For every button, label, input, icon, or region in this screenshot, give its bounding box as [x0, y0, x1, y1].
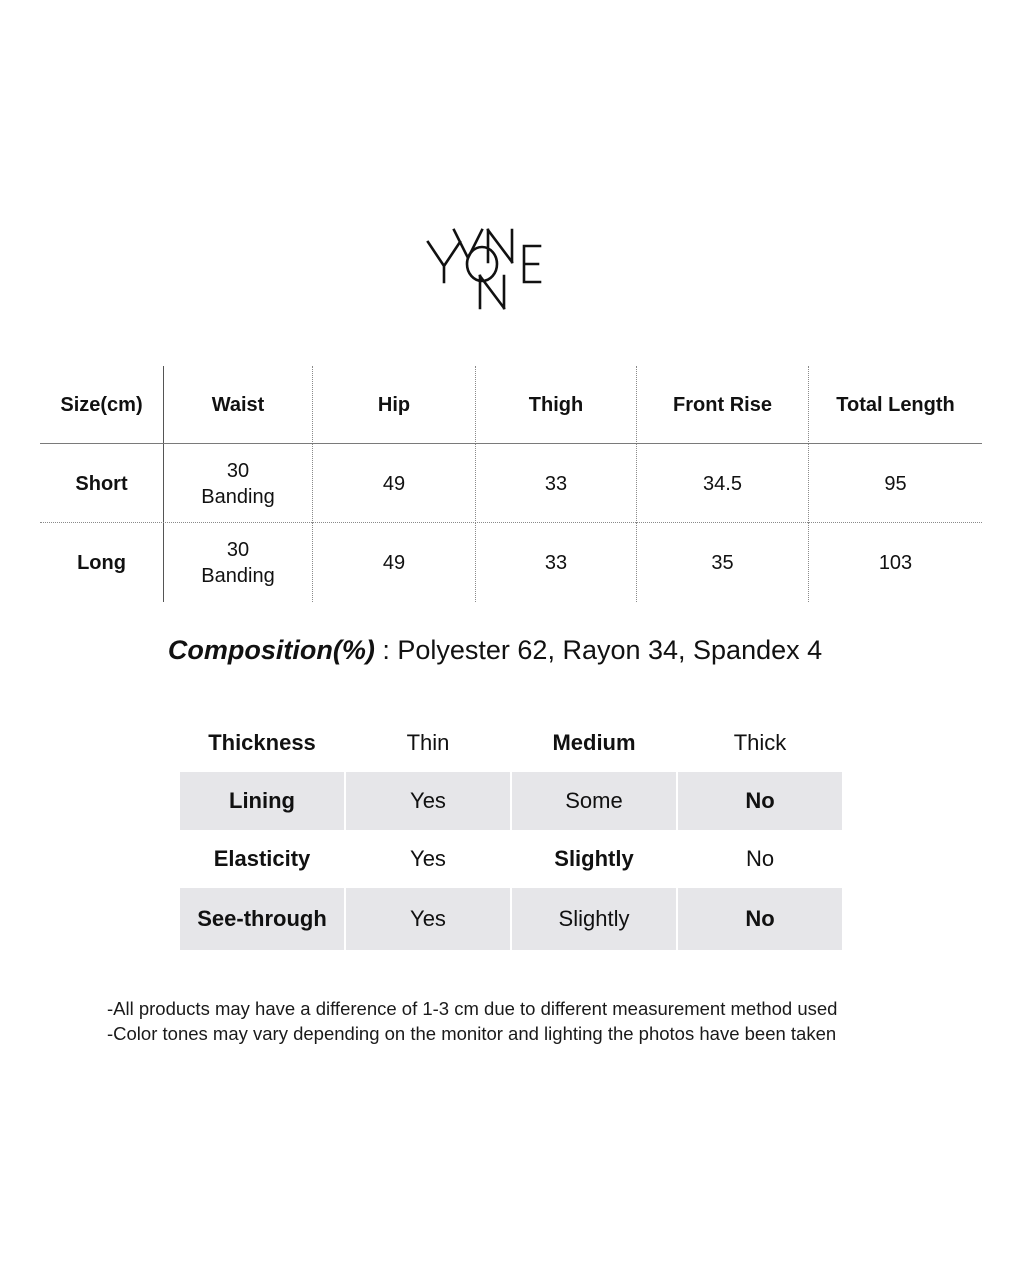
- disclaimer-notes: [107, 996, 837, 1046]
- header-waist: Waist: [163, 366, 312, 444]
- property-option: Medium: [552, 730, 636, 755]
- brand-logo: [424, 224, 564, 316]
- table-row: [40, 444, 982, 523]
- thigh-value: 33: [475, 523, 636, 602]
- composition-value: Polyester 62, Rayon 34, Spandex 4: [397, 635, 823, 665]
- size-label: Short: [75, 472, 128, 495]
- size-label: Long: [77, 551, 126, 574]
- fabric-properties-table: [180, 714, 842, 950]
- table-row: [40, 523, 982, 602]
- waist-note: Banding: [201, 485, 275, 508]
- header-size: Size(cm): [60, 394, 143, 416]
- thigh-value: 33: [475, 444, 636, 523]
- property-label: Thickness: [208, 730, 316, 755]
- hip-value: 49: [312, 523, 475, 602]
- property-label: See-through: [180, 888, 344, 950]
- property-option: No: [678, 888, 842, 950]
- header-total-length: Total Length: [808, 366, 982, 444]
- property-row-see-through: [180, 888, 842, 950]
- size-table: [40, 366, 982, 602]
- composition-separator: :: [374, 635, 398, 665]
- waist-note: Banding: [201, 564, 275, 587]
- waist-value: 30: [226, 459, 250, 482]
- property-option: Some: [512, 772, 676, 830]
- property-option: Thick: [733, 730, 787, 755]
- header-thigh: Thigh: [475, 366, 636, 444]
- property-option: Slightly: [512, 888, 676, 950]
- total-length-value: 95: [808, 444, 982, 523]
- property-option: Yes: [410, 846, 446, 871]
- header-hip: Hip: [312, 366, 475, 444]
- hip-value: 49: [312, 444, 475, 523]
- property-option: No: [678, 772, 842, 830]
- composition-line: [0, 632, 990, 668]
- property-row-lining: [180, 772, 842, 830]
- waist-value: 30: [226, 538, 250, 561]
- note-measurement: -All products may have a difference of 1-3 cm due to different measurement method used: [107, 998, 838, 1019]
- property-option: Thin: [406, 730, 450, 755]
- total-length-value: 103: [808, 523, 982, 602]
- size-table-header: [40, 366, 982, 444]
- front-rise-value: 35: [636, 523, 808, 602]
- waist-cell: [163, 523, 312, 602]
- property-option: No: [745, 846, 775, 871]
- property-label: Lining: [180, 772, 344, 830]
- property-row-thickness: [180, 714, 842, 772]
- property-label: Elasticity: [213, 846, 311, 871]
- property-row-elasticity: [180, 830, 842, 888]
- property-option: Slightly: [554, 846, 634, 871]
- composition-label: Composition(%): [167, 635, 375, 665]
- note-color: -Color tones may vary depending on the monitor and lighting the photos have been taken: [107, 1023, 837, 1044]
- property-option: Yes: [346, 772, 510, 830]
- front-rise-value: 34.5: [636, 444, 808, 523]
- property-option: Yes: [346, 888, 510, 950]
- header-front-rise: Front Rise: [636, 366, 808, 444]
- waist-cell: [163, 444, 312, 523]
